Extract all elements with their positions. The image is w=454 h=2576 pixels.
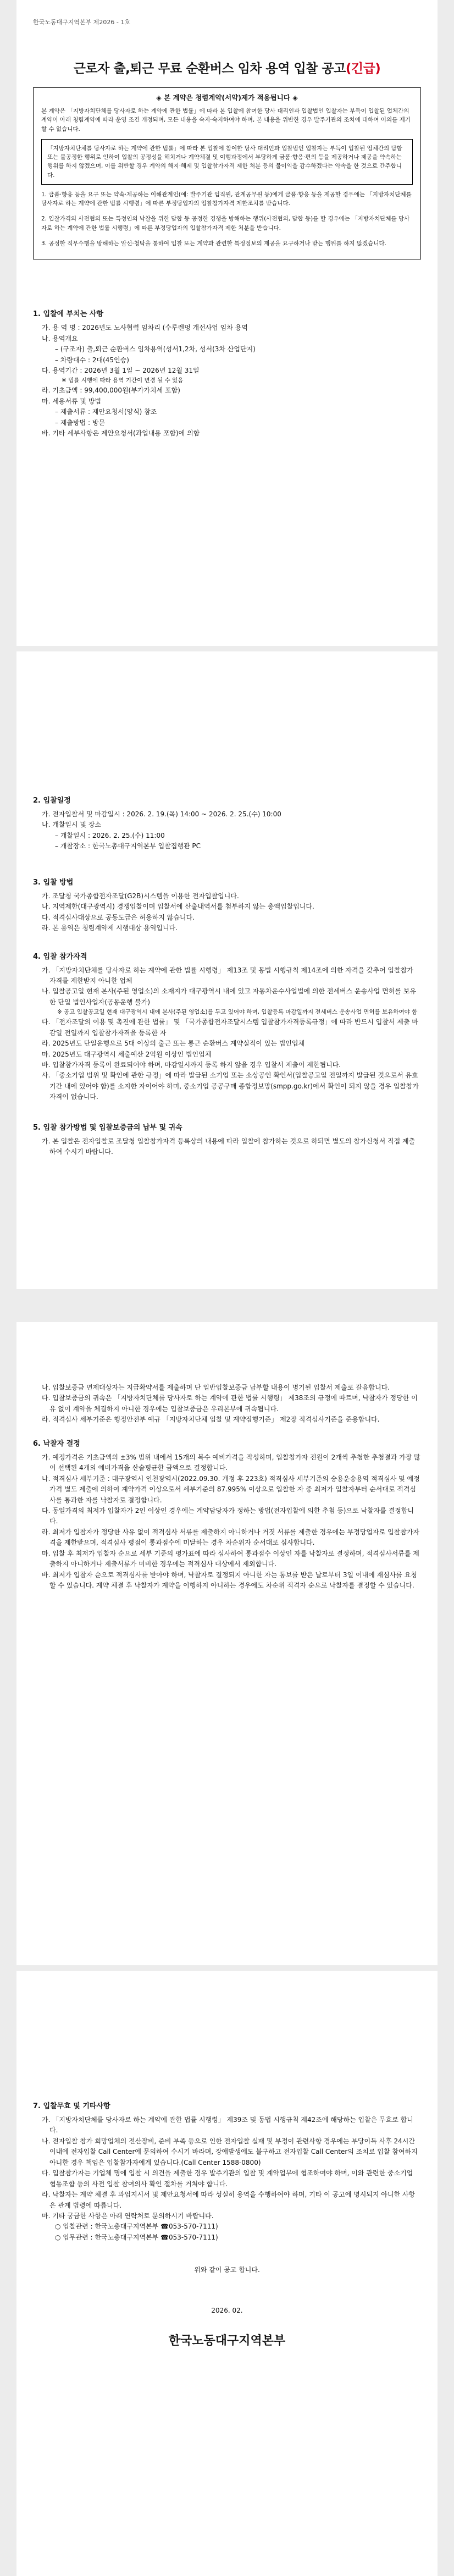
sec4-line: 바. 입찰참가자격 등록이 완료되어야 하며, 마감일시까지 등록 하지 않을 경우 입찰서 제출이 제한됩니다. (42, 1061, 341, 1069)
sec1-line: 마. 세용서류 및 방법 (42, 397, 101, 405)
section-1-heading: 1. 입찰에 부치는 사항 (33, 310, 104, 319)
document-page-3 (16, 1322, 438, 1965)
notice-intro: 본 계약은 「지방자치단체를 당사자로 하는 계약에 관한 법률」에 따라 본 입찰에 참여한 당사 대리인과 입찰법인 입찰자는 부득이 입찰된 업체간의 계약이 아래 청렴계약에 따라 운영 조건 개정되며, 모든 내용을 숙지·숙지하여야 하며, 본 내용을 위반한 경우 발주기관의 조치에 대하여 이의를 제기할 수 없습니다. (41, 108, 411, 132)
section-3-heading: 3. 입찰 방법 (33, 878, 74, 887)
sec5-line: 다. 입찰보증금의 귀속은 「지방자치단체를 당사자로 하는 계약에 관한 법률 시행령」 제38조의 규정에 따르며, 낙찰자가 정당한 이유 없이 계약을 체결하지 아니한 경우에는 입찰보증금은 우리본부에 귀속됩니다. (42, 1394, 418, 1413)
sec1-line: 바. 기타 세부사항은 제안요청서(과업내용 포함)에 의함 (42, 429, 200, 438)
sec4-line: 다. 「전자조달의 이용 및 촉진에 관한 법률」 및 「국가종합전자조달시스템 입찰참가자격등록규정」에 따라 반드시 입찰서 제출 마감일 전일까지 입찰참가자격을 등록한 자 (42, 1018, 418, 1037)
title-main: 근로자 출,퇴근 무료 순환버스 임차 용역 입찰 공고 (73, 62, 346, 76)
contact-business: ○ 업무관련 : 한국노총대구지역본부 ☎053-570-7111) (55, 2233, 218, 2241)
sec2-line: – 개찰일시 : 2026. 2. 25.(수) 11:00 (55, 831, 165, 839)
sec2-line: – 개찰장소 : 한국노총대구지역본부 입찰집행관 PC (55, 842, 201, 850)
sec1-line: 다. 용역기간 : 2026년 3월 1일 ~ 2026년 12월 31일 (42, 366, 200, 374)
notice-item: 2. 입찰가격의 사전협의 또는 특정인의 낙찰을 위한 담합 등 공정한 경쟁을 방해하는 행위(사전협의, 담합 등)를 할 경우에는 「지방자치단체를 당사자로 하는 계약에 관한 법률 시행령」에 따른 부정당업자의 입찰참가자격 제한 처분을 받습니다. (41, 215, 410, 231)
closing-statement: 위와 같이 공고 합니다. (194, 2266, 260, 2274)
sec6-line: 다. 동일가격의 최저가 입찰자가 2인 이상인 경우에는 계약담당자가 정하는 방법(전자입찰에 의한 추첨 등)으로 낙찰자를 결정합니다. (42, 1506, 414, 1525)
sec7-line: 다. 입찰참가자는 기업체 명에 입찰 시 의견을 제출한 경우 발주기관의 입찰 및 계약업무에 협조하여야 하며, 이와 관련한 중소기업 협동조합 등의 사전 입찰 참여의사 확인 절차를 거쳐야 합니다. (42, 2169, 413, 2188)
integrity-notice-box (33, 87, 421, 259)
notice-inner-box: 「지방자치단체를 당사자로 하는 계약에 관한 법률」에 따라 본 입찰에 참여한 당사 대리인과 입찰법인 입찰자는 부득이 입찰된 업체간의 담합 또는 불공정한 행위로 인하여 입찰의 공정성을 해치거나 계약체결 및 이행과정에서 부당하게 금품·향응·편의 등을 제공하거나 제공을 약속하는 행위를 하지 않겠으며, 이를 위반할 경우 계약의 해지·해제 및 입찰참가자격 제한 처분 등의 불이익을 감수하겠다는 약속을 한 것으로 간주합니다. (41, 139, 413, 185)
sec4-line: 나. 입찰공고일 현재 본사(주된 영업소)의 소재지가 대구광역시 내에 있고 자동차운수사업법에 의한 전세버스 운송사업 면허를 보유한 단일 법인사업자(공동운행 불가) (42, 987, 416, 1006)
sec6-line: 마. 입찰 후 최저가 입찰자 순으로 세부 기준의 평가표에 따라 심사하여 통과점수 이상인 자를 낙찰자로 결정하며, 적격심사서류를 제출하지 아니하거나 제출서류가 미비한 경우에는 적격심사 대상에서 제외합니다. (42, 1549, 419, 1568)
sec4-line: 라. 2025년도 단일운행으로 5대 이상의 출근 또는 통근 순환버스 계약실적이 있는 법인업체 (42, 1040, 305, 1048)
sec6-line: 나. 적격심사 세부기준 : 대구광역시 인천광역시(2022.09.30. 개정 후 223호) 적격심사 세부기준의 승용운송용역 적격심사 및 예정가격 별도 제출에 의하여 계약가격 이상으로서 세부기준의 87.995% 이상으로 입찰한 자 중 최저가 입찰자부터 순서대로 적격심사를 통과한 자를 낙찰자로 결정합니다. (42, 1474, 420, 1504)
sec7-line: 라. 낙찰자는 계약 체결 후 과업지시서 및 제안요청서에 따라 성실히 용역을 수행하여야 하며, 기타 이 공고에 명시되지 아니한 사항은 관계 법령에 따릅니다. (42, 2191, 416, 2209)
sec2-line: 가. 전자입찰서 및 마감일시 : 2026. 2. 19.(목) 14:00 ~ 2026. 2. 25.(수) 10:00 (42, 810, 281, 818)
contact-bidding: ○ 입찰관련 : 한국노총대구지역본부 ☎053-570-7111) (55, 2223, 218, 2231)
notice-items (41, 190, 413, 248)
sec1-line: 가. 용 역 명 : 2026년도 노사협력 임차리 (수루렌멍 개선사업 임차 용역 (42, 324, 248, 332)
sec6-line: 가. 예정가격은 기초금액의 ±3% 범위 내에서 15개의 복수 예비가격을 작성하며, 입찰참가자 전원이 2개씩 추첨한 추첨결과 가장 많이 선택된 4개의 예비가격을 산술평균한 금액으로 결정합니다. (42, 1453, 420, 1472)
sec3-line: 나. 지역제한(대구광역시) 경쟁입찰이며 입찰서에 산출내역서를 첨부하지 않는 총액입찰입니다. (42, 903, 314, 911)
sec5-line: 나. 입찰보증금 면제대상자는 지급확약서를 제출하며 단 일반입찰보증금 납부할 내용이 명기된 입찰서 제출로 갈음합니다. (42, 1384, 390, 1391)
sec3-line: 다. 적격심사대상으로 공동도급은 허용하지 않습니다. (42, 913, 195, 921)
section-5-heading: 5. 입찰 참가방법 및 입찰보증금의 납부 및 귀속 (33, 1123, 182, 1132)
sec6-line: 바. 최저가 입찰자 순으로 적격심사를 받아야 하며, 낙찰자로 결정되지 아니한 자는 통보를 받은 날로부터 3일 이내에 재심사를 요청할 수 있습니다. 계약 체결 후 낙찰자가 계약을 이행하지 아니하는 경우에도 차순위 적격자 순으로 낙찰자를 결정할 수 있습니다. (42, 1571, 417, 1589)
sec1-line: – 제출방법 : 방문 (55, 418, 106, 427)
sec1-line: – (구조자) 출,퇴근 순환버스 임차용역(성서1,2차, 성서(3차 산업단지) (55, 345, 256, 353)
sec1-line: 나. 용역개요 (42, 334, 78, 342)
document-page-1 (16, 0, 438, 646)
document-page-2 (16, 651, 438, 1289)
sec4-line: 사. 「중소기업 범위 및 확인에 관한 규정」에 따라 발급된 소기업 또는 소상공인 확인서(입찰공고일 전일까지 발급된 것으로서 유효기간 내에 있어야 함)를 소지한 자이어야 하며, 중소기업 공공구매 종합정보망(smpp.go.kr)에서 확인이 되지 않을 경우 입찰참가 자격이 없습니다. (42, 1071, 419, 1101)
sec1-line: – 제출서류 : 제안요청서(양식) 참조 (55, 408, 157, 416)
sec3-line: 가. 조달청 국가종합전자조달(G2B)시스템을 이용한 전자입찰입니다. (42, 892, 239, 900)
sec2-line: 나. 개찰일시 및 장소 (42, 821, 101, 829)
sec7-line: 나. 전자입찰 참가 희망업체의 전산장비, 준비 부족 등으로 인한 전자입찰 실패 및 부정이 관련사항 경우에는 부당이득 사후 24시간 이내에 전자입찰 Call Center에 문의하여 수시기 바라며, 장애발생에도 불구하고 전자입찰 Call Center의 조치로 입찰 참여하지 아니한 경우 책임은 입찰참가자에게 있습니다.(Call Center 1588-0800) (42, 2137, 418, 2166)
notice-box-title: ◈ 본 계약은 청렴계약(서약)제가 적용됩니다 ◈ (156, 93, 298, 102)
section-6-heading: 6. 낙찰자 결정 (33, 1439, 80, 1448)
sec4-line: 가. 「지방자치단체를 당사자로 하는 계약에 관한 법률 시행령」 제13조 및 동법 시행규칙 제14조에 의한 자격을 갖추어 입찰참가 자격를 제한받지 아니한 업체 (42, 966, 413, 985)
section-2-heading: 2. 입찰일정 (33, 797, 71, 805)
announcement-date: 2026. 02. (211, 2306, 243, 2314)
header-org-number: 한국노동대구지역본부 제2026 - 1호 (33, 19, 130, 26)
sec4-line: 마. 2025년도 대구광역시 세출예산 2억원 이상인 법인업체 (42, 1050, 212, 1058)
page-title (33, 58, 421, 76)
document-page-4 (16, 1971, 438, 2576)
sec1-line: ※ 법률 시행에 따라 용역 기간이 변경 될 수 있음 (62, 377, 184, 384)
notice-item: 1. 금품·향응 등을 요구 또는 약속·제공하는 이해관계인(예: 발주기관 임직원, 관계공무원 등)에게 금품·향응 등을 제공할 경우에는 「지방자치단체를 당사자로 하는 계약에 관한 법률 시행령」에 따른 부정당업자의 입찰참가자격 제한조치를 받습니다. (41, 191, 412, 207)
sec5-line: 가. 본 입찰은 전자입찰로 조달청 입찰참가자격 등록상의 내용에 따라 입찰에 참가하는 것으로 하되면 별도의 참가신청서 직접 제출하여 수시기 바랍니다. (42, 1137, 416, 1156)
sec7-line: 마. 기타 궁금한 사항은 아래 연락처로 문의하시기 바랍니다. (42, 2212, 214, 2220)
sec5-line: 라. 적격심사 세부기준은 행정안전부 예규 「지방자치단체 입찰 및 계약집행기준」 제2장 적격심사기준을 준용합니다. (42, 1416, 380, 1424)
sec7-line: 가. 「지방자치단체를 당사자로 하는 계약에 관한 법률 시행령」 제39조 및 동법 시행규칙 제42조에 해당하는 입찰은 무효로 합니다. (42, 2116, 413, 2135)
sec3-line: 라. 본 용역은 청렴계약제 시행대상 용역입니다. (42, 924, 178, 932)
urgent-tag: (긴급) (345, 62, 381, 76)
sec1-line: – 차량대수 : 2대(45인승) (55, 356, 129, 364)
sec6-line: 라. 최저가 입찰자가 정당한 사유 없이 적격심사 서류를 제출하지 아니하거나 거짓 서류를 제출한 경우에는 부정당업자로 입찰참가자격을 제한받으며, 적격심사 평점이 통과점수에 미달하는 경우 차순위자 순서대로 심사합니다. (42, 1528, 420, 1547)
sec1-line: 라. 기초금액 : 99,400,000원(부가가치세 포함) (42, 386, 180, 395)
sec4-line: ※ 공고 입찰공고일 현재 대구광역시 내에 본사(주된 영업소)를 두고 있어야 하며, 입찰등록 마감일까지 전세버스 운송사업 면허를 보유하여야 함 (57, 1009, 418, 1016)
section-4-heading: 4. 입찰 참가자격 (33, 952, 87, 961)
notice-item: 3. 공정한 직무수행을 방해하는 알선·청탁을 통하여 입찰 또는 계약과 관련한 특정정보의 제공을 요구하거나 받는 행위를 하지 않겠습니다. (41, 240, 386, 247)
issuing-org: 한국노동대구지역본부 (168, 2334, 286, 2348)
section-7-heading: 7. 입찰무효 및 기타사항 (33, 2102, 110, 2110)
